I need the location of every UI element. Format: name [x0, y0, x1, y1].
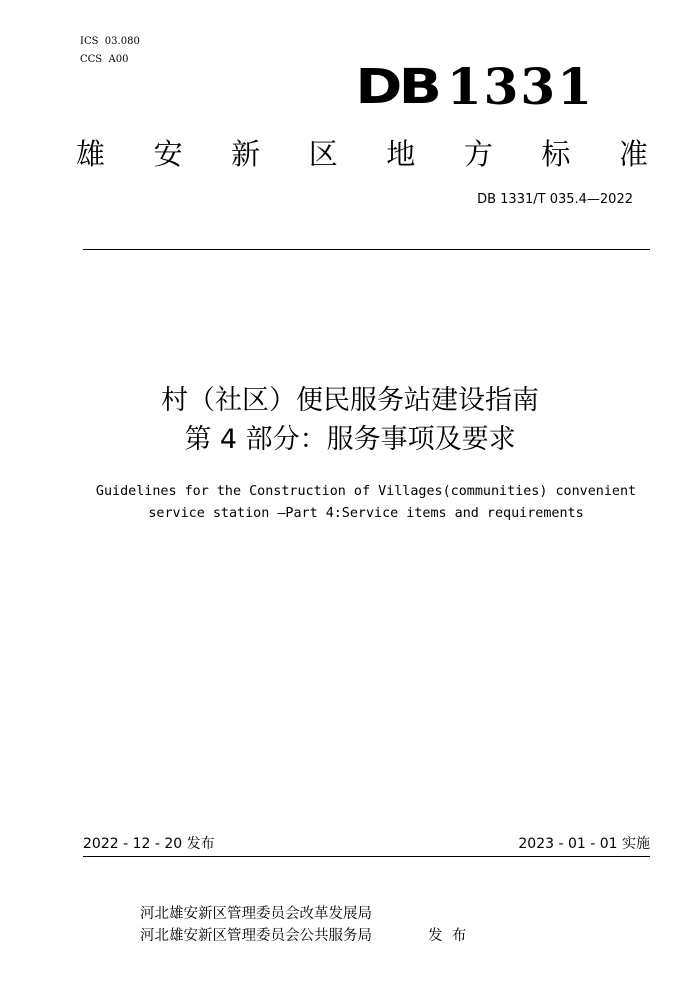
standard-type-char: 标 [541, 137, 571, 171]
standard-type-char: 地 [386, 137, 416, 171]
issue-label: 发 布 [428, 928, 467, 944]
issuer-line2: 河北雄安新区管理委员会公共服务局 [140, 928, 372, 944]
standard-type-char: 新 [231, 137, 261, 171]
publish-date: 2022 - 12 - 20 发布 [83, 836, 215, 852]
standard-type-char: 区 [308, 137, 338, 171]
standard-type-heading [76, 134, 648, 174]
standard-type-char: 雄 [76, 137, 106, 171]
title-en-line2: service station —Part 4:Service items and requirements [148, 506, 584, 521]
standard-type-char: 方 [463, 137, 493, 171]
standard-number: DB 1331/T 035.4—2022 [477, 192, 633, 207]
db-logo [355, 57, 594, 116]
issuer-line1: 河北雄安新区管理委员会改革发展局 [140, 906, 372, 922]
standard-type-char: 准 [618, 137, 648, 171]
footer-divider [83, 856, 650, 857]
db-logo-number: 1331 [446, 57, 594, 116]
ccs-code: CCS A00 [80, 54, 129, 65]
standard-type-char: 安 [153, 137, 183, 171]
implement-date: 2023 - 01 - 01 实施 [518, 836, 650, 852]
title-zh-line1: 村（社区）便民服务站建设指南 [161, 385, 539, 416]
header-divider [83, 249, 650, 250]
title-en-line1: Guidelines for the Construction of Villages(communities) convenient [95, 484, 637, 499]
db-logo-letters: DB [355, 59, 439, 115]
ics-code: ICS 03.080 [80, 36, 140, 47]
title-zh-line2: 第 4 部分：服务事项及要求 [184, 424, 516, 455]
